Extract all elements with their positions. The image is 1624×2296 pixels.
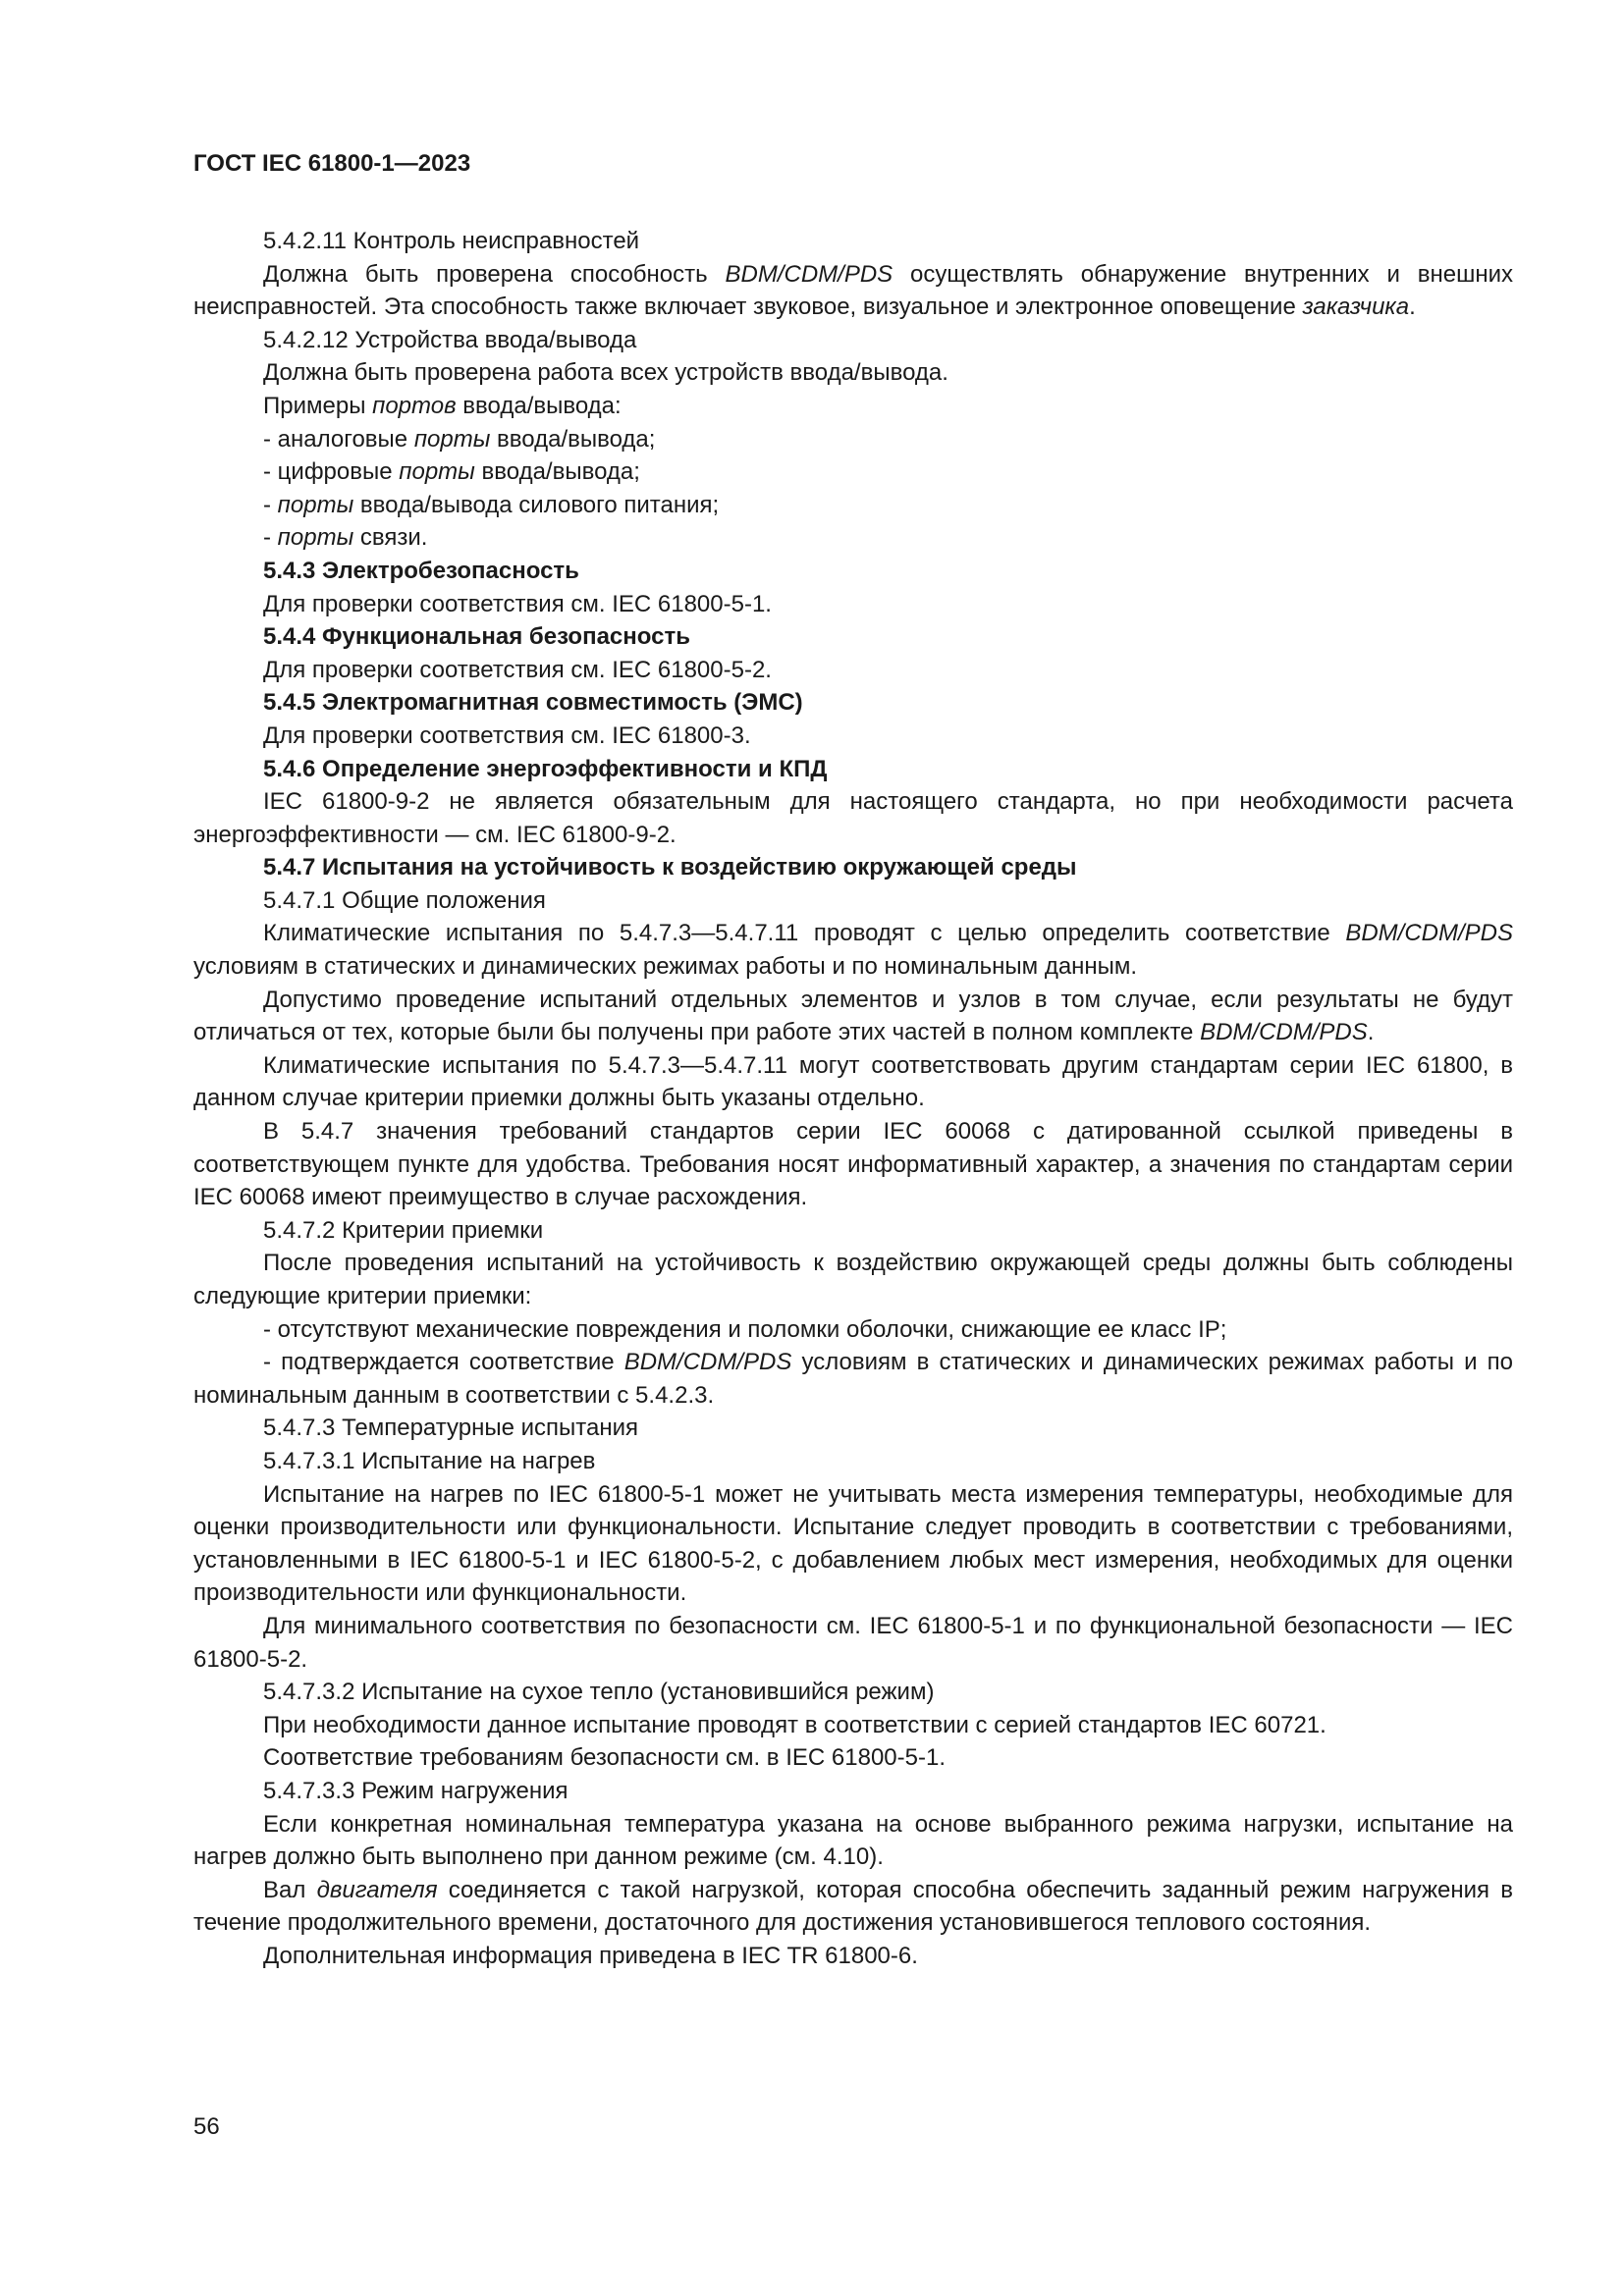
paragraph: Для проверки соответствия см. IEC 61800-5-2. bbox=[263, 656, 772, 683]
clause-5-4-7-2-title: 5.4.7.2 Критерии приемки bbox=[263, 1216, 544, 1244]
clause-5-4-7-3-1-title: 5.4.7.3.1 Испытание на нагрев bbox=[263, 1447, 596, 1474]
section-5-4-3-heading: 5.4.3 Электробезопасность bbox=[263, 557, 579, 584]
clause-5-4-2-12-title: 5.4.2.12 Устройства ввода/вывода bbox=[263, 326, 637, 353]
paragraph: Испытание на нагрев по IEC 61800-5-1 может не учитывать места измерения температуры, необходимые для оценки производительности или функциональности. Испытание следует проводить в соответствии с требованиями, установленными в IEC 61800-5-1 и IEC 61800-5-2, с добавлением любых мест измерения, необходимых для оценки производительности или функциональности. bbox=[193, 1480, 1513, 1607]
list-item: - порты связи. bbox=[263, 524, 428, 552]
paragraph: Климатические испытания по 5.4.7.3—5.4.7.11 проводят с целью определить соответствие BDM/CDM/PDS условиям в статических и динамических режимах работы и по номинальным данным. bbox=[193, 920, 1513, 981]
list-item: - аналоговые порты ввода/вывода; bbox=[263, 425, 656, 453]
clause-5-4-7-3-title: 5.4.7.3 Температурные испытания bbox=[263, 1415, 638, 1442]
page-header-standard: ГОСТ IEC 61800-1—2023 bbox=[193, 150, 471, 177]
page-body bbox=[193, 225, 1513, 1972]
section-5-4-4-heading: 5.4.4 Функциональная безопасность bbox=[263, 623, 690, 651]
list-item: - порты ввода/вывода силового питания; bbox=[263, 491, 720, 518]
paragraph: Должна быть проверена способность BDM/CDM/PDS осуществлять обнаружение внутренних и внешних неисправностей. Эта способность также включает звуковое, визуальное и электронное оповещение заказчика. bbox=[193, 260, 1513, 321]
paragraph: IEC 61800-9-2 не является обязательным для настоящего стандарта, но при необходимости расчета энергоэффективности — см. IEC 61800-9-2. bbox=[193, 788, 1513, 848]
section-5-4-6-heading: 5.4.6 Определение энергоэффективности и КПД bbox=[263, 755, 828, 782]
page-number: 56 bbox=[193, 2113, 220, 2140]
clause-5-4-7-3-2-title: 5.4.7.3.2 Испытание на сухое тепло (установившийся режим) bbox=[263, 1679, 935, 1706]
paragraph: Дополнительная информация приведена в IEC TR 61800-6. bbox=[263, 1942, 918, 1969]
paragraph: Для минимального соответствия по безопасности см. IEC 61800-5-1 и по функциональной безопасности — IEC 61800-5-2. bbox=[193, 1612, 1513, 1673]
paragraph: Примеры портов ввода/вывода: bbox=[263, 392, 622, 419]
clause-5-4-7-1-title: 5.4.7.1 Общие положения bbox=[263, 886, 546, 914]
paragraph: Допустимо проведение испытаний отдельных элементов и узлов в том случае, если результаты не будут отличаться от тех, которые были бы получены при работе этих частей в полном комплекте BDM/CDM/PDS. bbox=[193, 986, 1513, 1046]
section-5-4-5-heading: 5.4.5 Электромагнитная совместимость (ЭМС) bbox=[263, 689, 803, 717]
paragraph: После проведения испытаний на устойчивость к воздействию окружающей среды должны быть соблюдены следующие критерии приемки: bbox=[193, 1250, 1513, 1309]
paragraph: Для проверки соответствия см. IEC 61800-3. bbox=[263, 721, 751, 749]
clause-5-4-7-3-3-title: 5.4.7.3.3 Режим нагружения bbox=[263, 1777, 568, 1804]
paragraph: Соответствие требованиям безопасности см. в IEC 61800-5-1. bbox=[263, 1744, 946, 1772]
list-item: - цифровые порты ввода/вывода; bbox=[263, 458, 640, 486]
paragraph: Должна быть проверена работа всех устройств ввода/вывода. bbox=[263, 359, 948, 387]
paragraph: В 5.4.7 значения требований стандартов серии IEC 60068 с датированной ссылкой приведены в соответствующем пункте для удобства. Требования носят информативный характер, а значения по стандартам серии IEC 60068 имеют преимущество в случае расхождения. bbox=[193, 1118, 1513, 1211]
paragraph: Если конкретная номинальная температура указана на основе выбранного режима нагрузки, испытание на нагрев должно быть выполнено при данном режиме (см. 4.10). bbox=[193, 1810, 1513, 1871]
paragraph: Для проверки соответствия см. IEC 61800-5-1. bbox=[263, 590, 772, 617]
list-item: - подтверждается соответствие BDM/CDM/PDS условиям в статических и динамических режимах работы и по номинальным данным в соответствии с 5.4.2.3. bbox=[193, 1349, 1513, 1409]
paragraph: Климатические испытания по 5.4.7.3—5.4.7.11 могут соответствовать другим стандартам серии IEC 61800, в данном случае критерии приемки должны быть указаны отдельно. bbox=[193, 1051, 1513, 1112]
paragraph: При необходимости данное испытание проводят в соответствии с серией стандартов IEC 60721. bbox=[263, 1711, 1326, 1738]
paragraph: Вал двигателя соединяется с такой нагрузкой, которая способна обеспечить заданный режим нагружения в течение продолжительного времени, достаточного для достижения установившегося теплового состояния. bbox=[193, 1876, 1513, 1937]
list-item: - отсутствуют механические повреждения и поломки оболочки, снижающие ее класс IP; bbox=[263, 1315, 1227, 1343]
clause-5-4-2-11-title: 5.4.2.11 Контроль неисправностей bbox=[263, 228, 640, 254]
section-5-4-7-heading: 5.4.7 Испытания на устойчивость к воздействию окружающей среды bbox=[263, 854, 1077, 881]
